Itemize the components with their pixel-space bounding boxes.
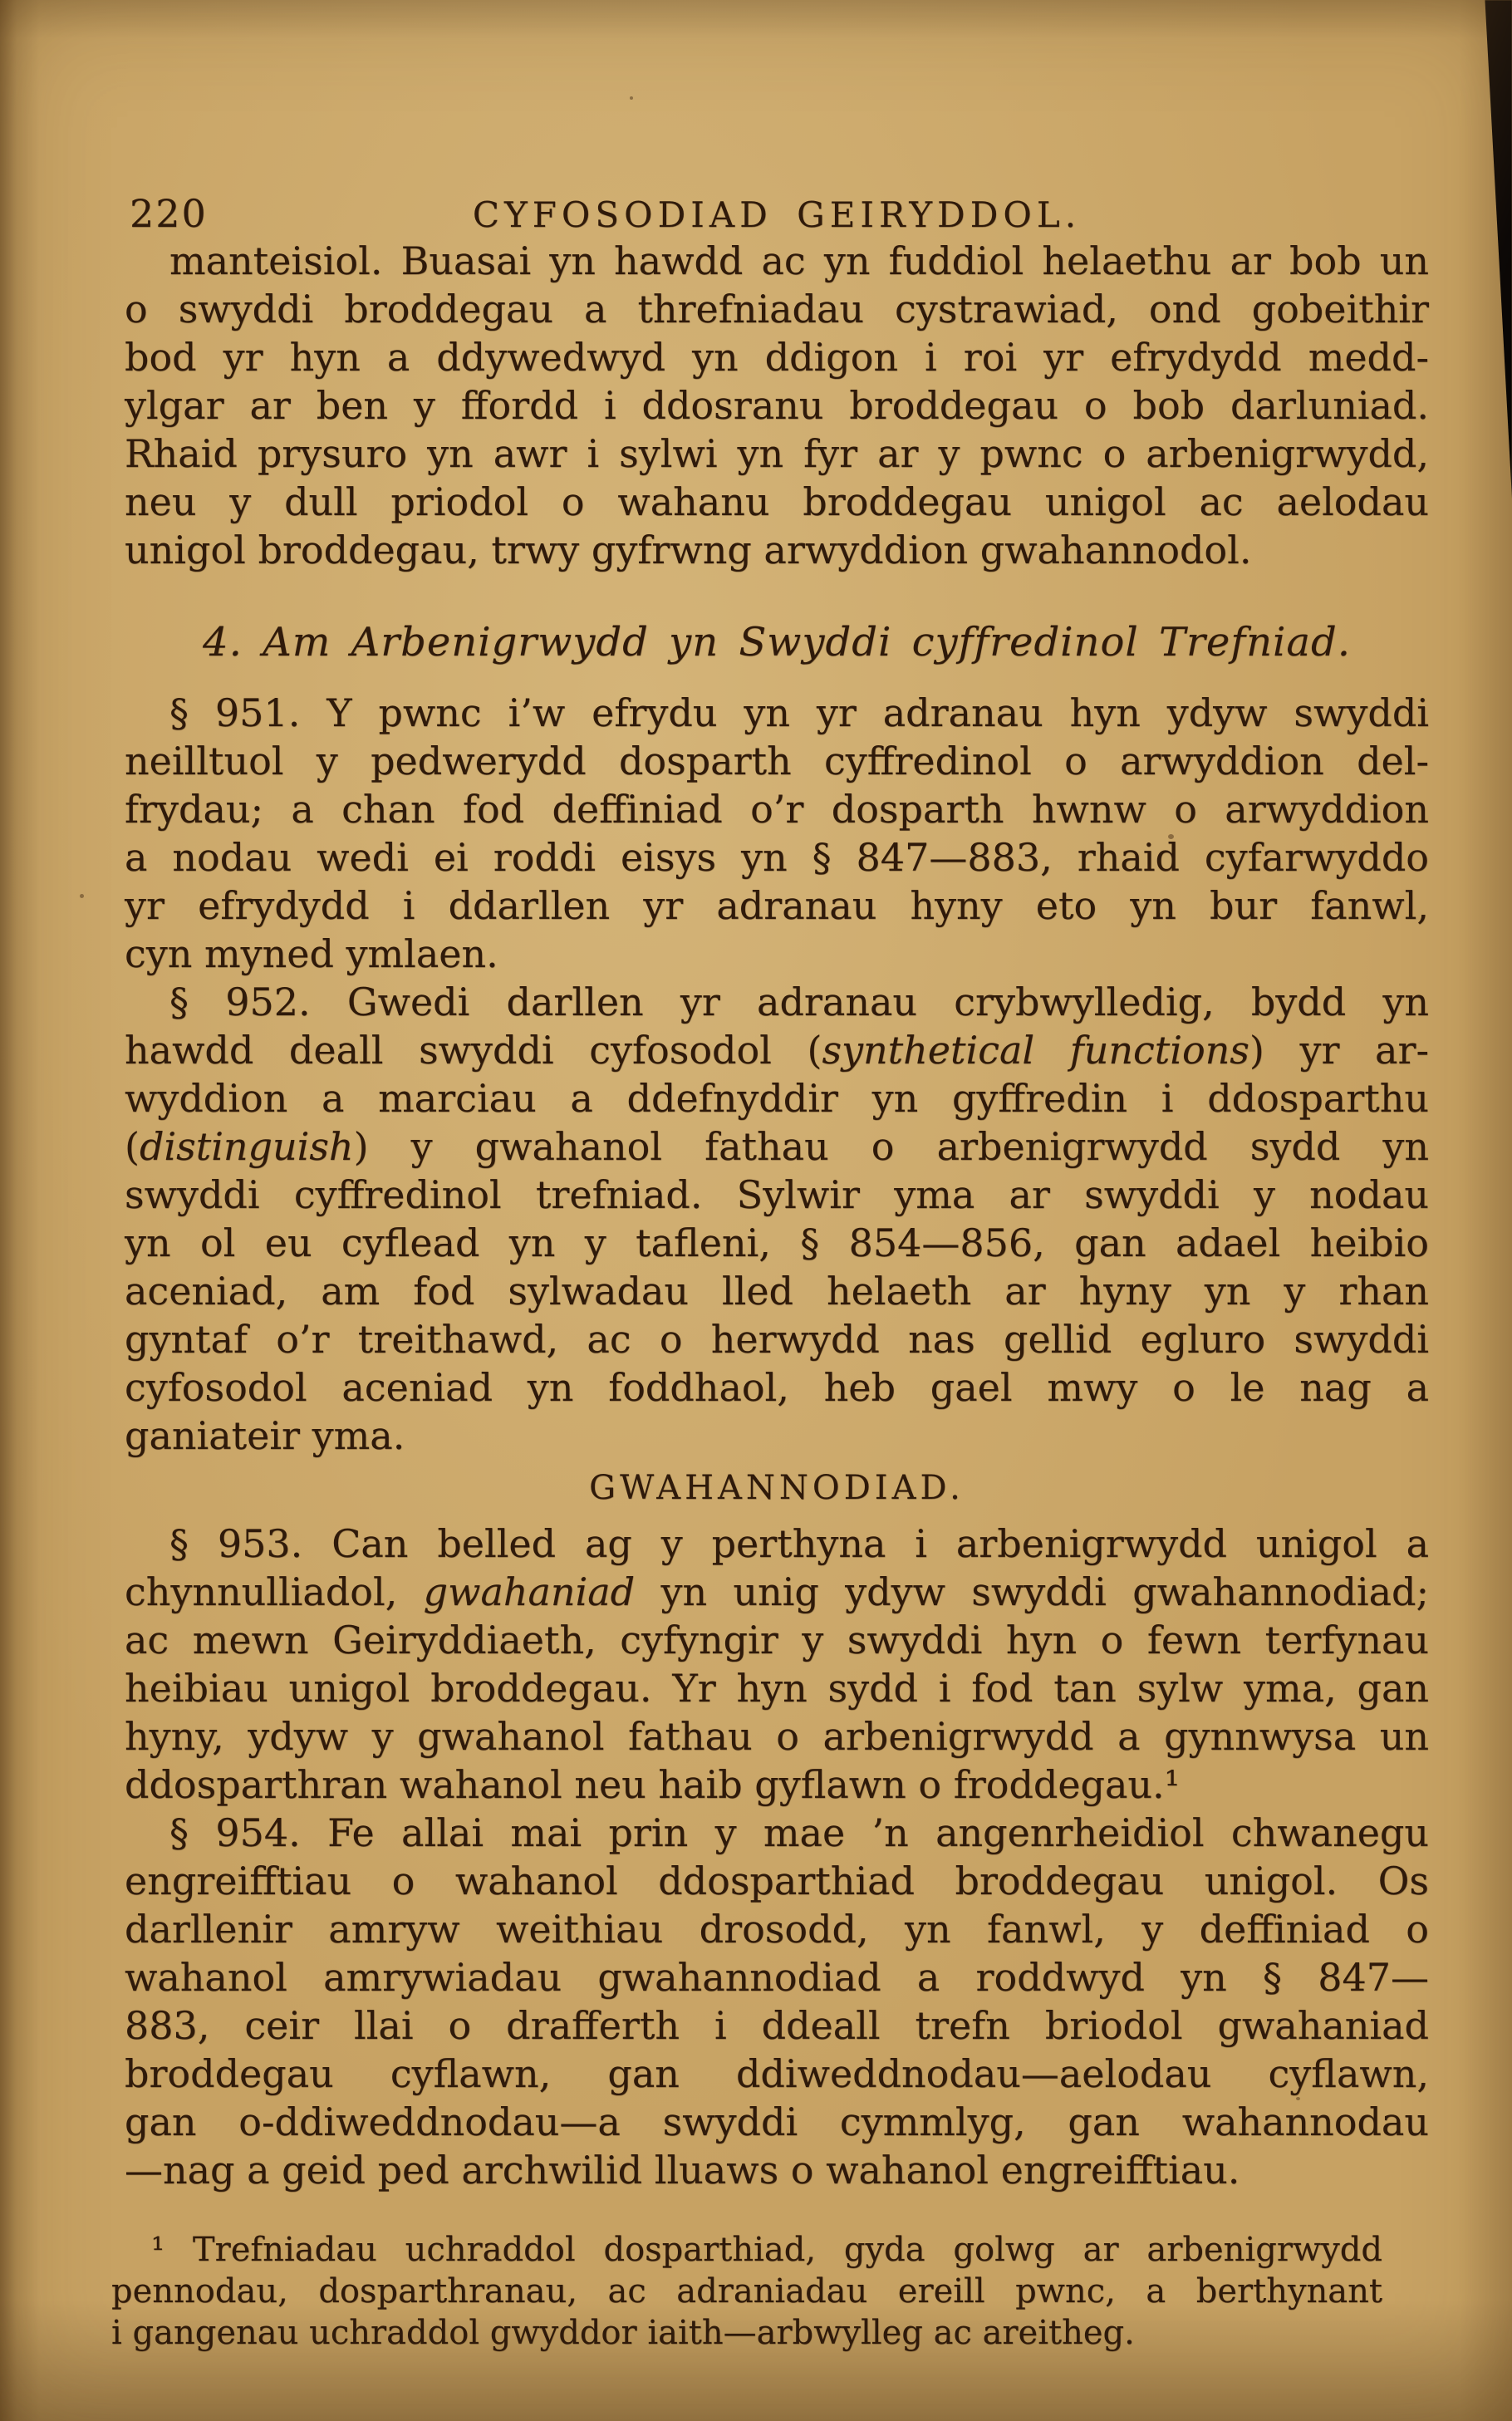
text-line bbox=[125, 2001, 1429, 2050]
subheading-gwahannodiad bbox=[125, 1468, 1429, 1508]
italic-text-segment: synthetical functions bbox=[822, 1028, 1249, 1073]
text-segment: § 951. Y pwnc i’w efrydu yn yr adranau hyn ydyw swyddi bbox=[169, 690, 1429, 735]
text-body bbox=[111, 237, 1430, 2354]
text-segment: o swyddi broddegau a threfniadau cystrawiad, ond gobeithir bbox=[125, 287, 1429, 331]
text-line bbox=[125, 526, 1429, 574]
footnote-1 bbox=[111, 2229, 1382, 2354]
text-line bbox=[125, 833, 1429, 881]
text-line bbox=[125, 381, 1429, 430]
text-segment: ) yr ar- bbox=[1249, 1028, 1430, 1073]
text-segment: unigol broddegau, trwy gyfrwng arwyddion gwahannodol. bbox=[125, 528, 1252, 572]
text-segment: ) y gwahanol fathau o arbenigrwydd sydd yn bbox=[353, 1124, 1429, 1169]
text-line bbox=[125, 1616, 1429, 1664]
text-segment: pennodau, dosparthranau, ac adraniadau ereill pwnc, a berthynant bbox=[111, 2272, 1382, 2311]
text-line bbox=[125, 430, 1429, 478]
text-line bbox=[111, 2271, 1382, 2312]
text-line bbox=[125, 1712, 1429, 1761]
text-segment: ac mewn Geiryddiaeth, cyfyngir y swyddi hyn o fewn terfynau bbox=[125, 1618, 1429, 1662]
text-line bbox=[125, 2146, 1429, 2194]
italic-text-segment: 4. Am Arbenigrwydd yn Swyddi cyffredinol Trefniad. bbox=[203, 619, 1351, 665]
paper-speck bbox=[630, 96, 633, 100]
text-segment: wyddion a marciau a ddefnyddir yn gyffredin i ddosparthu bbox=[125, 1076, 1429, 1121]
text-line bbox=[125, 1122, 1429, 1171]
text-line bbox=[125, 1026, 1429, 1074]
text-segment: ( bbox=[125, 1124, 140, 1169]
text-segment: § 954. Fe allai mai prin y mae ’n angenrheidiol chwanegu bbox=[169, 1810, 1429, 1855]
text-line bbox=[125, 2050, 1429, 2098]
paragraph-953 bbox=[125, 1520, 1429, 1809]
paragraph-952 bbox=[125, 978, 1429, 1460]
text-line bbox=[125, 1809, 1429, 1857]
text-line bbox=[125, 1953, 1429, 2001]
section-heading-4 bbox=[125, 617, 1429, 667]
text-segment: swyddi cyffredinol trefniad. Sylwir yma ar swyddi y nodau bbox=[125, 1172, 1429, 1217]
text-segment: aceniad, am fod sylwadau lled helaeth ar hyny yn y rhan bbox=[125, 1269, 1429, 1314]
text-segment: neilltuol y pedwerydd dosparth cyffredinol o arwyddion del- bbox=[125, 739, 1429, 783]
running-title: CYFOSODIAD GEIRYDDOL. bbox=[472, 194, 1082, 235]
text-line bbox=[111, 2229, 1382, 2271]
text-segment: § 952. Gwedi darllen yr adranau crybwylledig, bydd yn bbox=[169, 980, 1429, 1024]
text-line bbox=[125, 1520, 1429, 1568]
text-line bbox=[125, 2098, 1429, 2146]
text-segment: broddegau cyflawn, gan ddiweddnodau—aelodau cyflawn, bbox=[125, 2051, 1429, 2096]
text-line bbox=[125, 1664, 1429, 1712]
paragraph-intro bbox=[125, 237, 1429, 574]
text-segment: ¹ Trefniadau uchraddol dosparthiad, gyda golwg ar arbenigrwydd bbox=[151, 2231, 1382, 2269]
paper-speck bbox=[80, 894, 84, 898]
text-line bbox=[125, 1568, 1429, 1616]
scan-edge-shadow bbox=[1475, 0, 1512, 498]
text-segment: yr efrydydd i ddarllen yr adranau hyny eto yn bur fanwl, bbox=[125, 883, 1429, 928]
text-line bbox=[125, 978, 1429, 1026]
paragraph-954 bbox=[125, 1809, 1429, 2194]
text-segment: i gangenau uchraddol gwyddor iaith—arbwylleg ac areitheg. bbox=[111, 2314, 1135, 2352]
text-segment: hawdd deall swyddi cyfosodol ( bbox=[125, 1028, 822, 1073]
text-segment: a nodau wedi ei roddi eisys yn § 847—883, rhaid cyfarwyddo bbox=[125, 835, 1429, 880]
text-line bbox=[125, 237, 1429, 285]
page-header bbox=[125, 189, 1429, 237]
text-line bbox=[125, 1315, 1429, 1363]
text-segment: yn unig ydyw swyddi gwahannodiad; bbox=[635, 1569, 1429, 1614]
text-segment: frydau; a chan fod deffiniad o’r dosparth hwnw o arwyddion bbox=[125, 787, 1429, 832]
text-line bbox=[125, 1074, 1429, 1122]
text-line bbox=[125, 1363, 1429, 1412]
paragraph-951 bbox=[125, 689, 1429, 978]
italic-text-segment: gwahaniad bbox=[423, 1569, 636, 1614]
text-segment: ylgar ar ben y ffordd i ddosranu broddegau o bob darluniad. bbox=[125, 383, 1429, 428]
text-segment: wahanol amrywiadau gwahannodiad a roddwyd yn § 847— bbox=[125, 1955, 1429, 2000]
text-line bbox=[125, 333, 1429, 381]
text-column bbox=[111, 189, 1430, 2354]
text-segment: yn ol eu cyflead yn y tafleni, § 854—856, gan adael heibio bbox=[125, 1220, 1429, 1265]
page-number: 220 bbox=[130, 191, 208, 236]
text-line bbox=[125, 881, 1429, 930]
text-segment: § 953. Can belled ag y perthyna i arbenigrwydd unigol a bbox=[169, 1521, 1429, 1566]
text-segment: hyny, ydyw y gwahanol fathau o arbenigrwydd a gynnwysa un bbox=[125, 1714, 1429, 1759]
text-line bbox=[125, 737, 1429, 785]
text-line bbox=[125, 1412, 1429, 1460]
text-line bbox=[125, 1905, 1429, 1953]
text-line bbox=[125, 285, 1429, 333]
text-segment: GWAHANNODIAD. bbox=[589, 1469, 965, 1507]
text-line bbox=[125, 1761, 1429, 1809]
text-line bbox=[125, 1171, 1429, 1219]
text-segment: bod yr hyn a ddywedwyd yn ddigon i roi yr efrydydd medd- bbox=[125, 335, 1429, 380]
text-segment: —nag a geid ped archwilid lluaws o wahanol engreifftiau. bbox=[125, 2148, 1240, 2193]
text-segment: 883, ceir llai o drafferth i ddeall trefn briodol gwahaniad bbox=[125, 2003, 1429, 2048]
text-segment: neu y dull priodol o wahanu broddegau unigol ac aelodau bbox=[125, 479, 1429, 524]
text-line bbox=[125, 1857, 1429, 1905]
text-segment: ddosparthran wahanol neu haib gyflawn o froddegau.¹ bbox=[125, 1762, 1181, 1807]
text-segment: cyfosodol aceniad yn foddhaol, heb gael mwy o le nag a bbox=[125, 1365, 1429, 1410]
text-line bbox=[125, 689, 1429, 737]
text-segment: Rhaid prysuro yn awr i sylwi yn fyr ar y pwnc o arbenigrwydd, bbox=[125, 431, 1429, 476]
text-segment: darllenir amryw weithiau drosodd, yn fanwl, y deffiniad o bbox=[125, 1907, 1429, 1952]
text-line bbox=[125, 1219, 1429, 1267]
text-segment: heibiau unigol broddegau. Yr hyn sydd i fod tan sylw yma, gan bbox=[125, 1666, 1429, 1711]
text-segment: cyn myned ymlaen. bbox=[125, 931, 498, 976]
text-segment: manteisiol. Buasai yn hawdd ac yn fuddiol helaethu ar bob un bbox=[169, 238, 1429, 283]
text-line bbox=[125, 1267, 1429, 1315]
text-segment: ganiateir yma. bbox=[125, 1413, 405, 1458]
text-segment: gan o-ddiweddnodau—a swyddi cymmlyg, gan wahannodau bbox=[125, 2099, 1429, 2144]
text-segment: gyntaf o’r treithawd, ac o herwydd nas gellid egluro swyddi bbox=[125, 1317, 1429, 1362]
italic-text-segment: distinguish bbox=[139, 1124, 354, 1169]
text-line bbox=[125, 930, 1429, 978]
text-line bbox=[111, 2312, 1382, 2354]
text-segment: engreifftiau o wahanol ddosparthiad broddegau unigol. Os bbox=[125, 1859, 1429, 1903]
text-segment: chynnulliadol, bbox=[125, 1569, 424, 1614]
text-line bbox=[125, 785, 1429, 833]
text-line bbox=[125, 478, 1429, 526]
